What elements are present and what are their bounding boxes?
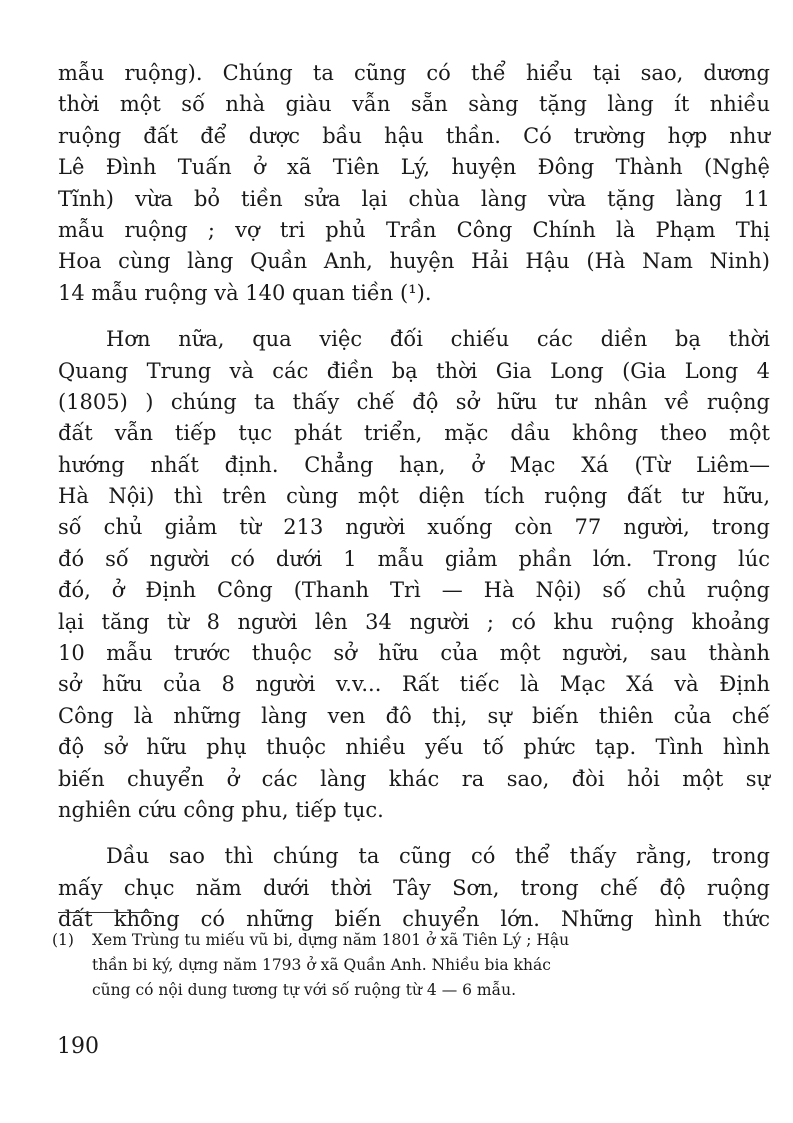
footnote-text: Xem Trùng tu miếu vũ bi, dựng năm 1801 ở xã Tiên Lý ; Hậu [92,931,570,949]
text-line: Hơn nữa, qua việc đối chiếu các diền bạ thời [106,327,770,352]
text-line: Lê Đình Tuấn ở xã Tiên Lý, huyện Đông Thành (Nghệ [58,155,770,180]
page-number: 190 [57,1034,99,1059]
text-line: sở hữu của 8 người v.v... Rất tiếc là Mạc Xá và Định [58,672,770,697]
text-line: mẫu ruộng ; vợ tri phủ Trần Công Chính là Phạm Thị [58,217,770,242]
text-line: đó số người có dưới 1 mẫu giảm phần lớn. Trong lúc [58,546,770,571]
text-line: Hoa cùng làng Quần Anh, huyện Hải Hậu (Hà Nam Ninh) [58,249,770,274]
text-line: đất vẫn tiếp tục phát triển, mặc dầu không theo một [58,421,770,446]
footnote-number: (1) [52,931,74,949]
main-text [58,58,770,936]
footnote [52,928,768,1003]
text-line: đó, ở Định Công (Thanh Trì — Hà Nội) số chủ ruộng [58,578,770,603]
footnote-line: cũng có nội dung tương tự với số ruộng từ 4 — 6 mẫu. [92,981,517,999]
text-line: mẫu ruộng). Chúng ta cũng có thể hiểu tại sao, dương [58,61,770,85]
text-line: Công là những làng ven đô thị, sự biến thiên của chế [58,703,770,728]
text-line: hướng nhất định. Chẳng hạn, ở Mạc Xá (Từ Liêm— [58,452,770,477]
paragraph-1 [58,58,770,309]
footnote-line [52,928,768,953]
text-line: ruộng đất để dược bầu hậu thần. Có trường hợp như [58,123,770,148]
text-line: Quang Trung và các điền bạ thời Gia Long (Gia Long 4 [58,358,770,383]
text-line: Tĩnh) vừa bỏ tiền sửa lại chùa làng vừa tặng làng 11 [58,186,770,211]
text-line: biến chuyển ở các làng khác ra sao, đòi hỏi một sự [58,766,770,791]
text-line: độ sở hữu phụ thuộc nhiều yếu tố phức tạp. Tình hình [58,735,770,760]
text-line: Dầu sao thì chúng ta cũng có thể thấy rằng, trong [106,844,770,869]
text-line: (1805) ) chúng ta thấy chế độ sở hữu tư nhân về ruộng [58,389,770,414]
paragraph-3 [58,841,770,935]
text-line: mấy chục năm dưới thời Tây Sơn, trong chế độ ruộng [58,875,770,900]
text-line: 14 mẫu ruộng và 140 quan tiền (¹). [58,280,432,305]
text-line: Hà Nội) thì trên cùng một diện tích ruộng đất tư hữu, [58,484,770,509]
text-line: đất không có những biến chuyển lớn. Những hình thức [58,907,770,932]
paragraph-2 [58,324,770,826]
text-line: 10 mẫu trước thuộc sở hữu của một người, sau thành [58,641,770,666]
text-line: thời một số nhà giàu vẫn sẵn sàng tặng làng ít nhiều [58,92,770,117]
text-line: nghiên cứu công phu, tiếp tục. [58,797,384,822]
footnote-divider [58,912,154,913]
text-line: lại tăng từ 8 người lên 34 người ; có khu ruộng khoảng [58,609,770,634]
text-line: số chủ giảm từ 213 người xuống còn 77 người, trong [58,515,770,540]
footnote-line: thần bi ký, dựng năm 1793 ở xã Quần Anh. Nhiều bia khác [92,956,551,974]
